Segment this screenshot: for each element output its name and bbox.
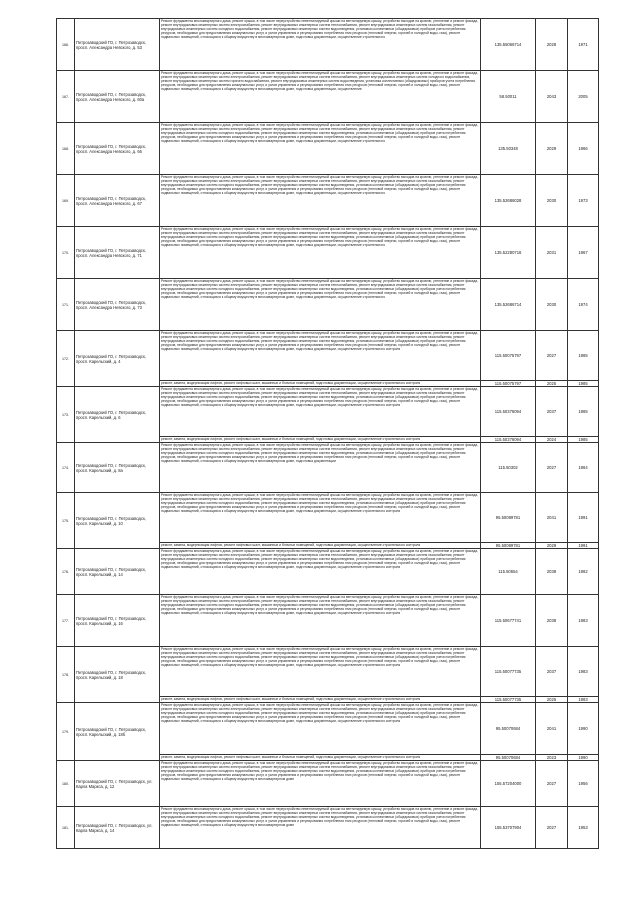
planned-year: 2027 <box>536 761 568 807</box>
cost-per-sqm: 135.55066714 <box>481 19 536 71</box>
cost-per-sqm: 95.50070684 <box>481 703 536 755</box>
build-year: 1982 <box>568 549 599 595</box>
work-description <box>160 227 481 279</box>
row-number: 178. <box>57 647 75 703</box>
work-text: Ремонт фундамента многоквартирного дома, ремонт крыши, в том числе переустройство невентилируемой крыши на вентилируемую крышу, устройство выходов на кровлю, утепление и ремонт фасада, ремонт внутридомовых инженерных систем электроснабжения, ремонт внутридомовых инженерных систем теплоснабжения, ремонт внутридомовых инженерных систем газоснабжения, ремонт внутридомовых инженерных систем холодного водоснабжения, ремонт внутридомовых инженерных систем водоотведения, установка коллективных (общедомовых) приборов учета потребления ресурсов, необходимых для предоставления коммунальных услуг, и узлов управления и регулирования потребления этих ресурсов (тепловой энергии, горячей и холодной воды, газа), ремонт подвальных помещений, относящихся к общему имуществу в многоквартирном доме, подготовка документации, осуществление строительного контроля <box>161 703 479 724</box>
cost-per-sqm: 115.50376094 <box>481 437 536 443</box>
table-body <box>57 19 599 849</box>
planned-year: 2024 <box>536 437 568 443</box>
cost-per-sqm: 135.50348 <box>481 123 536 175</box>
work-text: Ремонт фундамента многоквартирного дома, ремонт крыши, в том числе переустройство невентилируемой крыши на вентилируемую крышу, устройство выходов на кровлю, утепление и ремонт фасада, ремонт внутридомовых инженерных систем электроснабжения, ремонт внутридомовых инженерных систем теплоснабжения, ремонт внутридомовых инженерных систем газоснабжения, ремонт внутридомовых инженерных систем холодного водоснабжения, ремонт внутридомовых инженерных систем водоотведения, установка коллективных (общедомовых) приборов учета потребления ресурсов, необходимых для предоставления коммунальных услуг, и узлов управления и регулирования потребления этих ресурсов (тепловой энергии, горячей и холодной воды, газа), ремонт подвальных помещений, относящихся к общему имуществу в многоквартирном доме, подготовка документации, осуществление строительного контроля <box>161 331 479 352</box>
cost-per-sqm: 115.50654 <box>481 549 536 595</box>
table-row <box>57 387 599 437</box>
planned-year: 2027 <box>536 331 568 381</box>
work-text: ремонт, замена, модернизация лифтов, ремонт лифтовых шахт, машинных и блочных помещений, подготовка документации, осуществление строительного контроля <box>161 437 421 441</box>
planned-year: 2025 <box>536 381 568 387</box>
work-text: Ремонт фундамента многоквартирного дома, ремонт крыши, в том числе переустройство невентилируемой крыши на вентилируемую крышу, устройство выходов на кровлю, утепление и ремонт фасада, ремонт внутридомовых инженерных систем электроснабжения, ремонт внутридомовых инженерных систем теплоснабжения, ремонт внутридомовых инженерных систем газоснабжения, ремонт внутридомовых инженерных систем холодного водоснабжения, ремонт внутридомовых инженерных систем водоотведения, установка коллективных (общедомовых) приборов учета потребления ресурсов, необходимых для предоставления коммунальных услуг, и узлов управления и регулирования потребления этих ресурсов (тепловой энергии, горячей и холодной воды, газа), ремонт подвальных помещений, относящихся к общему имуществу в многоквартирном доме, подготовка документации, осуществление строительного <box>161 19 479 40</box>
build-year: 1973 <box>568 175 599 227</box>
work-text: Ремонт фундамента многоквартирного дома, ремонт крыши, в том числе переустройство невентилируемой крыши на вентилируемую крышу, устройство выходов на кровлю, утепление и ремонт фасада, ремонт внутридомовых инженерных систем электроснабжения, ремонт внутридомовых инженерных систем теплоснабжения, ремонт внутридомовых инженерных систем газоснабжения, ремонт внутридомовых инженерных систем холодного водоснабжения, ремонт внутридомовых инженерных систем водоотведения, установка коллективных (общедомовых) приборов учета потребления ресурсов, необходимых для предоставления коммунальных услуг, и узлов управления и регулирования потребления этих ресурсов (тепловой энергии, горячей и холодной воды, газа), ремонт подвальных помещений, относящихся к общему имуществу в многоквартирном доме, подготовка документации, осуществление строительного контроля <box>161 647 479 668</box>
work-text: Ремонт фундамента многоквартирного дома, ремонт крыши, в том числе переустройство невентилируемой крыши на вентилируемую крышу, устройство выходов на кровлю, утепление и ремонт фасада, ремонт внутридомовых инженерных систем электроснабжения, ремонт внутридомовых инженерных систем теплоснабжения, ремонт внутридомовых инженерных систем газоснабжения, ремонт внутридомовых инженерных систем холодного водоснабжения, ремонт внутридомовых инженерных систем водоотведения, установка коллективных (общедомовых) приборов учета потребления ресурсов, необходимых для предоставления коммунальных услуг, и узлов управления и регулирования потребления этих ресурсов (тепловой энергии, горячей и холодной воды, газа), ремонт подвальных помещений, относящихся к общему имуществу в многоквартирном доме, подготовка документации, осуществление строительного <box>161 175 479 196</box>
table-row <box>57 175 599 227</box>
work-description <box>160 123 481 175</box>
cost-per-sqm: 115.50075797 <box>481 331 536 381</box>
planned-year: 2023 <box>536 755 568 761</box>
build-year: 1985 <box>568 437 599 443</box>
build-year: 1985 <box>568 381 599 387</box>
work-description <box>160 549 481 595</box>
house-address: Петрозаводский ГО, г. Петрозаводск, просп. Карельский, д. 18 <box>75 647 160 703</box>
house-address: Петрозаводский ГО, г. Петрозаводск, просп. Карельский, д. 18б <box>75 703 160 761</box>
house-address: Петрозаводский ГО, г. Петрозаводск, просп. Карельский, д. 4 <box>75 331 160 387</box>
work-text: Ремонт фундамента многоквартирного дома, ремонт крыши, в том числе переустройство невентилируемой крыши на вентилируемую крышу, устройство выходов на кровлю, утепление и ремонт фасада, ремонт внутридомовых инженерных систем электроснабжения, ремонт внутридомовых инженерных систем теплоснабжения, ремонт внутридомовых инженерных систем газоснабжения, ремонт внутридомовых инженерных систем холодного водоснабжения, ремонт внутридомовых инженерных систем водоотведения, установка коллективных (общедомовых) приборов учета потребления ресурсов, необходимых для предоставления коммунальных услуг, и узлов управления и регулирования потребления этих ресурсов (тепловой энергии, горячей и холодной воды, газа), ремонт подвальных помещений, относящихся к общему имуществу в многоквартирном доме <box>161 807 479 828</box>
build-year: 1974 <box>568 279 599 331</box>
table-row <box>57 595 599 647</box>
work-description <box>160 331 481 381</box>
cost-per-sqm: 135.52686028 <box>481 175 536 227</box>
table-row <box>57 493 599 543</box>
cost-per-sqm: 115.50376094 <box>481 387 536 437</box>
planned-year: 2028 <box>536 19 568 71</box>
build-year: 2005 <box>568 71 599 123</box>
row-number: 177. <box>57 595 75 647</box>
planned-year: 2037 <box>536 647 568 697</box>
row-number: 176. <box>57 549 75 595</box>
table-row <box>57 331 599 381</box>
table-row <box>57 549 599 595</box>
build-year: 1990 <box>568 755 599 761</box>
build-year: 1967 <box>568 227 599 279</box>
cost-per-sqm: 115.50302 <box>481 443 536 493</box>
build-year: 1991 <box>568 493 599 543</box>
work-text: ремонт, замена, модернизация лифтов, ремонт лифтовых шахт, машинных и блочных помещений, подготовка документации, осуществление строительного контроля <box>161 543 421 547</box>
build-year: 1966 <box>568 123 599 175</box>
row-number: 174. <box>57 443 75 493</box>
row-number: 173. <box>57 387 75 443</box>
build-year: 1983 <box>568 595 599 647</box>
house-address: Петрозаводский ГО, г. Петрозаводск, просп. Александра Невского, д. 71 <box>75 227 160 279</box>
work-description <box>160 595 481 647</box>
table-row <box>57 807 599 849</box>
build-year: 1983 <box>568 647 599 697</box>
work-description <box>160 175 481 227</box>
build-year: 1983 <box>568 697 599 703</box>
planned-year: 2043 <box>536 71 568 123</box>
row-number: 170. <box>57 227 75 279</box>
planned-year: 2029 <box>536 543 568 549</box>
planned-year: 2041 <box>536 493 568 543</box>
planned-year: 2038 <box>536 595 568 647</box>
table-row <box>57 279 599 331</box>
build-year: 1985 <box>568 387 599 437</box>
cost-per-sqm: 115.50077735 <box>481 697 536 703</box>
planned-year: 2027 <box>536 443 568 493</box>
work-description <box>160 647 481 697</box>
planned-year: 2041 <box>536 703 568 755</box>
house-address: Петрозаводский ГО, г. Петрозаводск, ул. Карла Маркса, д. 14 <box>75 807 160 849</box>
work-description <box>160 807 481 849</box>
build-year: 1956 <box>568 761 599 807</box>
house-address: Петрозаводский ГО, г. Петрозаводск, просп. Карельский, д. 16 <box>75 595 160 647</box>
work-text: Ремонт фундамента многоквартирного дома, ремонт крыши, в том числе переустройство невентилируемой крыши на вентилируемую крышу, устройство выходов на кровлю, утепление и ремонт фасада, ремонт внутридомовых инженерных систем электроснабжения, ремонт внутридомовых инженерных систем теплоснабжения, ремонт внутридомовых инженерных систем газоснабжения, ремонт внутридомовых инженерных систем холодного водоснабжения, ремонт внутридомовых инженерных систем водоотведения, установка коллективных (общедомовых) приборов учета потребления ресурсов, необходимых для предоставления коммунальных услуг, и узлов управления и регулирования потребления этих ресурсов (тепловой энергии, горячей и холодной воды, газа), ремонт подвальных помещений, относящихся к общему имуществу в многоквартирном доме <box>161 761 479 782</box>
cost-per-sqm: 115.50075797 <box>481 381 536 387</box>
cost-per-sqm: 135.52686714 <box>481 279 536 331</box>
cost-per-sqm: 95.50070684 <box>481 755 536 761</box>
cost-per-sqm: 155.53707904 <box>481 807 536 849</box>
table-row <box>57 123 599 175</box>
work-text: ремонт, замена, модернизация лифтов, ремонт лифтовых шахт, машинных и блочных помещений, подготовка документации, осуществление строительного контроля <box>161 697 421 701</box>
row-number: 180. <box>57 761 75 807</box>
house-address: Петрозаводский ГО, г. Петрозаводск, просп. Александра Невского, д. 53 <box>75 19 160 71</box>
table-row <box>57 761 599 807</box>
work-text: Ремонт фундамента многоквартирного дома, ремонт крыши, в том числе переустройство невентилируемой крыши на вентилируемую крышу, устройство выходов на кровлю, утепление и ремонт фасада, ремонт внутридомовых инженерных систем электроснабжения, ремонт внутридомовых инженерных систем теплоснабжения, ремонт внутридомовых инженерных систем газоснабжения, ремонт внутридомовых инженерных систем холодного водоснабжения, ремонт внутридомовых инженерных систем водоотведения, установка коллективных (общедомовых) приборов учета потребления ресурсов, необходимых для предоставления коммунальных услуг, и узлов управления и регулирования потребления этих ресурсов (тепловой энергии, горячей и холодной воды, газа), ремонт подвальных помещений, относящихся к общему имуществу в многоквартирном доме, подготовка документации, осуществление строительного <box>161 123 479 144</box>
build-year: 1971 <box>568 19 599 71</box>
document-page <box>56 18 588 849</box>
build-year: 1984 <box>568 443 599 493</box>
build-year: 1990 <box>568 703 599 755</box>
house-address: Петрозаводский ГО, г. Петрозаводск, просп. Карельский, д. 10 <box>75 493 160 549</box>
planned-year: 2038 <box>536 549 568 595</box>
work-description <box>160 387 481 437</box>
work-description <box>160 443 481 493</box>
work-description <box>160 279 481 331</box>
build-year: 1991 <box>568 543 599 549</box>
repair-program-table <box>56 18 599 849</box>
row-number: 175. <box>57 493 75 549</box>
table-row <box>57 227 599 279</box>
table-row <box>57 703 599 755</box>
work-description <box>160 493 481 543</box>
work-text: Ремонт фундамента многоквартирного дома, ремонт крыши, в том числе переустройство невентилируемой крыши на вентилируемую крышу, устройство выходов на кровлю, утепление и ремонт фасада, ремонт внутридомовых инженерных систем электроснабжения, ремонт внутридомовых инженерных систем теплоснабжения, ремонт внутридомовых инженерных систем газоснабжения, ремонт внутридомовых инженерных систем холодного водоснабжения, ремонт внутридомовых инженерных систем водоотведения, установка коллективных (общедомовых) приборов учета потребления ресурсов, необходимых для предоставления коммунальных услуг, и узлов управления и регулирования потребления этих ресурсов (тепловой энергии, горячей и холодной воды, газа), ремонт подвальных помещений, относящихся к общему имуществу в многоквартирном доме, подготовка документации, осуществление строительного контроля <box>161 387 479 408</box>
work-text: Ремонт фундамента многоквартирного дома, ремонт крыши, в том числе переустройство невентилируемой крыши на вентилируемую крышу, устройство выходов на кровлю, утепление и ремонт фасада, ремонт внутридомовых инженерных систем электроснабжения, ремонт внутридомовых инженерных систем теплоснабжения, ремонт внутридомовых инженерных систем газоснабжения, ремонт внутридомовых инженерных систем холодного водоснабжения, ремонт внутридомовых инженерных систем водоотведения, установка коллективных (общедомовых) приборов учета потребления ресурсов, необходимых для предоставления коммунальных услуг, и узлов управления и регулирования потребления этих ресурсов (тепловой энергии, горячей и холодной воды, газа), ремонт подвальных помещений, относящихся к общему имуществу в многоквартирном доме, подготовка документации, осуществление строительного <box>161 227 479 248</box>
house-address: Петрозаводский ГО, г. Петрозаводск, просп. Карельский, д. 6 <box>75 387 160 443</box>
build-year: 1953 <box>568 807 599 849</box>
cost-per-sqm: 115.50077735 <box>481 647 536 697</box>
work-text: ремонт, замена, модернизация лифтов, ремонт лифтовых шахт, машинных и блочных помещений, подготовка документации, осуществление строительного контроля <box>161 755 421 759</box>
row-number: 167. <box>57 71 75 123</box>
row-number: 168. <box>57 123 75 175</box>
work-description <box>160 19 481 71</box>
work-text: Ремонт фундамента многоквартирного дома, ремонт крыши, в том числе переустройство невентилируемой крыши на вентилируемую крышу, устройство выходов на кровлю, утепление и ремонт фасада, ремонт внутридомовых инженерных систем электроснабжения, ремонт внутридомовых инженерных систем теплоснабжения, ремонт внутридомовых инженерных систем газоснабжения, ремонт внутридомовых инженерных систем холодного водоснабжения, ремонт внутридомовых инженерных систем водоотведения, установка коллективных (общедомовых) приборов учета потребления ресурсов, необходимых для предоставления коммунальных услуг, и узлов управления и регулирования потребления этих ресурсов (тепловой энергии, горячей и холодной воды, газа), ремонт подвальных помещений, относящихся к общему имуществу в многоквартирном доме, подготовка документации, осуществление строительного контроля <box>161 549 479 570</box>
house-address: Петрозаводский ГО, г. Петрозаводск, ул. Карла Маркса, д. 12 <box>75 761 160 807</box>
table-row <box>57 71 599 123</box>
house-address: Петрозаводский ГО, г. Петрозаводск, просп. Александра Невского, д. 67 <box>75 175 160 227</box>
work-text: Ремонт фундамента многоквартирного дома, ремонт крыши, в том числе переустройство невентилируемой крыши на вентилируемую крышу, устройство выходов на кровлю, утепление и ремонт фасада, ремонт внутридомовых инженерных систем электроснабжения, ремонт внутридомовых инженерных систем теплоснабжения, ремонт внутридомовых инженерных систем газоснабжения, ремонт внутридомовых инженерных систем холодного водоснабжения, ремонт внутридомовых инженерных систем водоотведения, установка коллективных (общедомовых) приборов учета потребления ресурсов, необходимых для предоставления коммунальных услуг, и узлов управления и регулирования потребления этих ресурсов (тепловой энергии, горячей и холодной воды, газа), ремонт подвальных помещений, относящихся к общему имуществу в многоквартирном доме, подготовка документации, осуществление строительного контроля <box>161 595 479 616</box>
cost-per-sqm: 95.50089781 <box>481 493 536 543</box>
row-number: 166. <box>57 19 75 71</box>
house-address: Петрозаводский ГО, г. Петрозаводск, просп. Карельский, д. 8а <box>75 443 160 493</box>
work-description <box>160 761 481 807</box>
planned-year: 2027 <box>536 807 568 849</box>
row-number: 181. <box>57 807 75 849</box>
planned-year: 2025 <box>536 697 568 703</box>
planned-year: 2029 <box>536 123 568 175</box>
work-text: Ремонт фундамента многоквартирного дома, ремонт крыши, в том числе переустройство невентилируемой крыши на вентилируемую крышу, устройство выходов на кровлю, утепление и ремонт фасада, ремонт внутридомовых инженерных систем электроснабжения, ремонт внутридомовых инженерных систем теплоснабжения, ремонт внутридомовых инженерных систем газоснабжения, ремонт внутридомовых инженерных систем холодного водоснабжения, ремонт внутридомовых инженерных систем водоотведения, установка коллективных (общедомовых) приборов учета потребления ресурсов, необходимых для предоставления коммунальных услуг, и узлов управления и регулирования потребления этих ресурсов (тепловой энергии, горячей и холодной воды, газа), ремонт подвальных помещений, относящихся к общему имуществу в многоквартирном доме, подготовка документации, осуществление строительного контроля <box>161 493 479 514</box>
work-description <box>160 71 481 123</box>
cost-per-sqm: 155.57204000 <box>481 761 536 807</box>
cost-per-sqm: 58.50011 <box>481 71 536 123</box>
cost-per-sqm: 135.52280716 <box>481 227 536 279</box>
work-description <box>160 703 481 755</box>
planned-year: 2031 <box>536 227 568 279</box>
planned-year: 2030 <box>536 175 568 227</box>
table-row <box>57 647 599 697</box>
house-address: Петрозаводский ГО, г. Петрозаводск, просп. Карельский, д. 14 <box>75 549 160 595</box>
cost-per-sqm: 115.50677741 <box>481 595 536 647</box>
row-number: 171. <box>57 279 75 331</box>
house-address: Петрозаводский ГО, г. Петрозаводск, просп. Александра Невского, д. 73 <box>75 279 160 331</box>
row-number: 169. <box>57 175 75 227</box>
planned-year: 2037 <box>536 387 568 437</box>
house-address: Петрозаводский ГО, г. Петрозаводск, просп. Александра Невского, д. 66 <box>75 123 160 175</box>
planned-year: 2030 <box>536 279 568 331</box>
table-row <box>57 19 599 71</box>
work-text: Ремонт фундамента многоквартирного дома, ремонт крыши, в том числе переустройство невентилируемой крыши на вентилируемую крышу, устройство выходов на кровлю, утепление и ремонт фасада, ремонт внутридомовых инженерных систем электроснабжения, ремонт внутридомовых инженерных систем теплоснабжения, ремонт внутридомовых инженерных систем газоснабжения, ремонт внутридомовых инженерных систем холодного водоснабжения, ремонт внутридомовых инженерных систем водоотведения, установка коллективных (общедомовых) приборов учета потребления ресурсов, необходимых для предоставления коммунальных услуг, и узлов управления и регулирования потребления этих ресурсов (тепловой энергии, горячей и холодной воды, газа), ремонт подвальных помещений, относящихся к общему имуществу в многоквартирном доме, подготовка документации, осуществление строительного <box>161 279 479 300</box>
work-text: Ремонт фундамента многоквартирного дома, ремонт крыши, в том числе переустройство невентилируемой крыши на вентилируемую крышу, устройство выходов на кровлю, утепление и ремонт фасада, ремонт внутридомовых инженерных систем электроснабжения, ремонт внутридомовых инженерных систем теплоснабжения, ремонт внутридомовых инженерных систем газоснабжения, ремонт внутридомовых инженерных систем холодного водоснабжения, ремонт внутридомовых инженерных систем водоотведения, установка коллективных (общедомовых) приборов учета потребления ресурсов, необходимых для предоставления коммунальных услуг, и узлов управления и регулирования потребления этих ресурсов (тепловой энергии, горячей и холодной воды, газа), ремонт подвальных помещений, относящихся к общему имуществу в многоквартирном доме, подготовка документации <box>161 443 479 464</box>
cost-per-sqm: 95.50089781 <box>481 543 536 549</box>
house-address: Петрозаводский ГО, г. Петрозаводск, просп. Александра Невского, д. 60а <box>75 71 160 123</box>
table-row <box>57 443 599 493</box>
row-number: 179. <box>57 703 75 761</box>
row-number: 172. <box>57 331 75 387</box>
build-year: 1985 <box>568 331 599 381</box>
work-text: ремонт, замена, модернизация лифтов, ремонт лифтовых шахт, машинных и блочных помещений, подготовка документации, осуществление строительного контроля <box>161 381 421 385</box>
work-text: Ремонт фундамента многоквартирного дома, ремонт крыши, в том числе переустройство невентилируемой крыши на вентилируемую крышу, устройство выходов на кровлю, утепление и ремонт фасада, ремонт внутридомовых инженерных систем электроснабжения, ремонт внутридомовых инженерных систем теплоснабжения, ремонт внутридомовых инженерных систем холодного водоснабжения, ремонт внутридомовых инженерных систем горячего водоснабжения, ремонт внутридомовых инженерных систем водоотведения, установка коллективных (общедомовых) приборов учета потребления ресурсов, необходимых для предоставления коммунальных услуг, и узлов управления и регулирования потребления этих ресурсов (тепловой энергии, горячей и холодной воды, газа), ремонт подвальных помещений, относящихся к общему имуществу в многоквартирном доме, подготовка документации, осуществление <box>161 71 479 92</box>
